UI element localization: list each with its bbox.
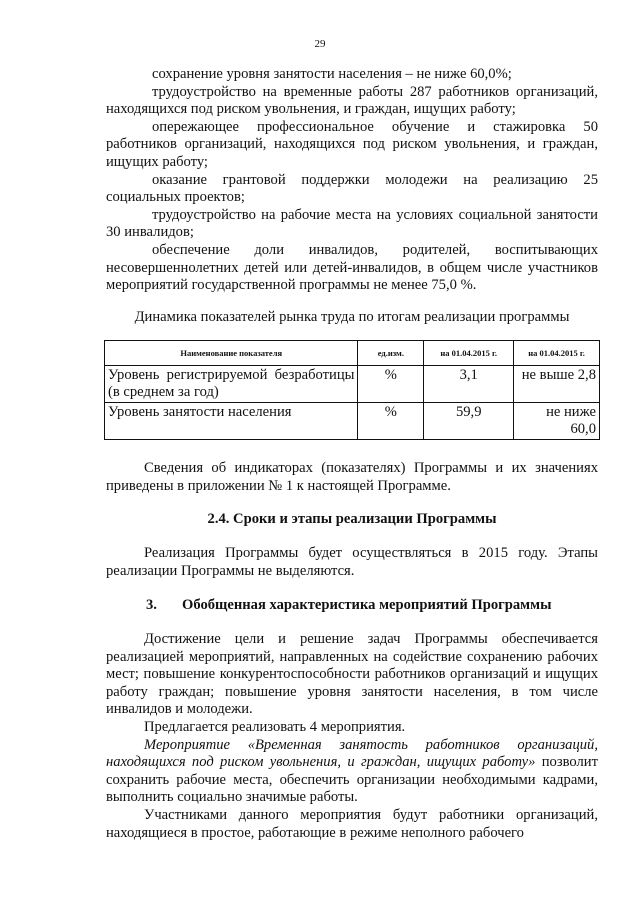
paragraph: Сведения об индикаторах (показателях) Программы и их значениях приведены в приложении № 1 к настоящей Программе. (106, 460, 598, 494)
paragraph: Достижение цели и решение задач Программы обеспечивается реализацией мероприятий, направленных на содействие сохранению рабочих мест; повышение конкурентоспособности работников организаций и ищущих работу граждан; повышение уровня занятости населения, в том числе инвалидов и молодежи. (106, 631, 598, 718)
table-row (105, 403, 600, 440)
paragraph (106, 737, 598, 807)
paragraph: Предлагается реализовать 4 мероприятия. (144, 718, 406, 735)
col-header-target: на 01.04.2015 г. (514, 341, 600, 366)
section-number: 3. (146, 597, 157, 613)
indicator-target: не ниже 60,0 (514, 403, 600, 440)
page-number: 29 (314, 38, 326, 50)
section-heading (106, 597, 598, 614)
indicator-target: не выше 2,8 (514, 366, 600, 403)
section-heading: 2.4. Сроки и этапы реализации Программы (207, 511, 497, 527)
col-header-unit: ед.изм. (358, 341, 424, 366)
list-item: трудоустройство на временные работы 287 работников организаций, находящихся под риском увольнения, и граждан, ищущих работу; (106, 83, 598, 118)
paragraph: Участниками данного мероприятия будут работники организаций, находящиеся в простое, работающие в режиме неполного рабочего (106, 806, 598, 841)
col-header-name: Наименование показателя (105, 341, 358, 366)
section-2-4-body (106, 545, 598, 580)
list-item: оказание грантовой поддержки молодежи на реализацию 25 социальных проектов; (106, 171, 598, 206)
indicator-name: Уровень занятости населения (105, 403, 358, 440)
col-header-value: на 01.04.2015 г. (424, 341, 514, 366)
table-row (105, 366, 600, 403)
section-3-body (106, 631, 598, 842)
section-2-4 (106, 511, 598, 528)
list-item: трудоустройство на рабочие места на условиях социальной занятости 30 инвалидов; (106, 206, 598, 241)
indicator-name: Уровень регистрируемой безработицы (в среднем за год) (105, 366, 358, 403)
indicators-table (104, 340, 600, 440)
indicator-value: 3,1 (424, 366, 514, 403)
event-title: Мероприятие «Временная занятость работников организаций, находящихся под риском увольнения, и граждан, ищущих работу» (106, 736, 598, 771)
table-header-row (105, 341, 600, 366)
list-item: сохранение уровня занятости населения – не ниже 60,0%; (152, 66, 512, 82)
indicators-table-wrap (106, 340, 598, 440)
table-caption-block (106, 309, 598, 326)
target-indicators-list (106, 66, 598, 295)
indicator-value: 59,9 (424, 403, 514, 440)
paragraph: Реализация Программы будет осуществляться в 2015 году. Этапы реализации Программы не выделяются. (106, 545, 598, 579)
list-item: обеспечение доли инвалидов, родителей, воспитывающих несовершеннолетних детей или детей-инвалидов, в общем числе участников мероприятий государственной программы не менее 75,0 %. (106, 241, 598, 294)
event-description: позволит сохранить рабочие места, обеспечить организации необходимыми кадрами, выполнить социально значимые работы. (106, 754, 598, 806)
indicator-unit: % (358, 403, 424, 440)
table-caption: Динамика показателей рынка труда по итогам реализации программы (134, 309, 570, 325)
section-3 (106, 597, 598, 614)
list-item: опережающее профессиональное обучение и стажировка 50 работников организаций, находящихся под риском увольнения, и граждан, ищущих работу; (106, 118, 598, 170)
section-title: Обобщенная характеристика мероприятий Программы (182, 597, 552, 613)
indicator-unit: % (358, 366, 424, 403)
appendix-reference (106, 460, 598, 495)
